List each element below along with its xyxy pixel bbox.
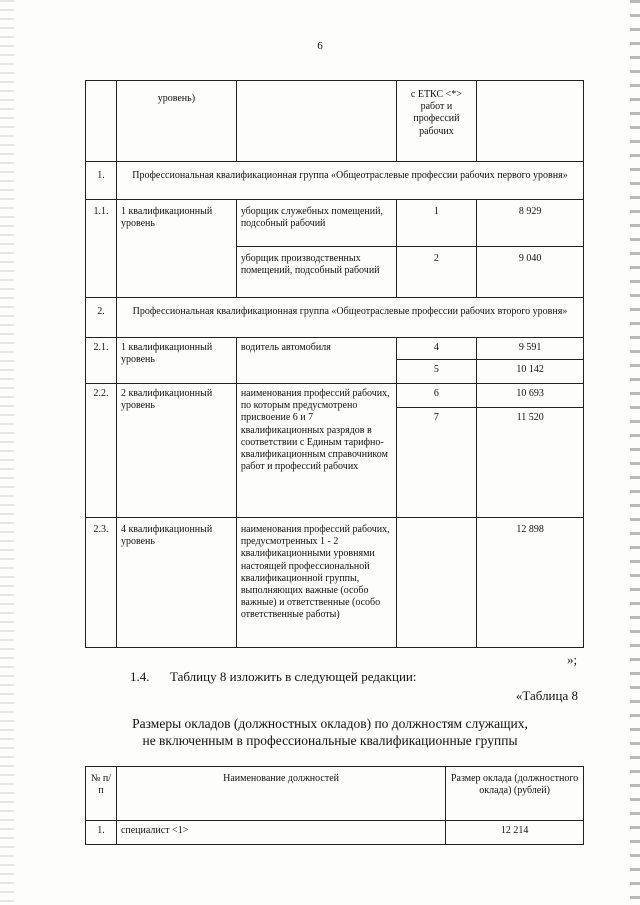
level-name: 2 квалификационный уровень <box>116 384 236 518</box>
grade-value: 5 <box>396 360 477 384</box>
level-row <box>86 200 584 247</box>
level-row <box>86 518 584 648</box>
level-name: 4 квалификационный уровень <box>116 518 236 648</box>
salary-value: 8 929 <box>477 200 584 247</box>
grade-value: 4 <box>396 338 477 360</box>
scan-edge-right <box>630 0 640 905</box>
grade-value: 1 <box>396 200 477 247</box>
salary-table-8 <box>85 766 584 845</box>
level-number: 2.1. <box>86 338 117 384</box>
grade-value: 6 <box>396 384 477 408</box>
salary-value: 10 693 <box>477 384 584 408</box>
group-row <box>86 298 584 338</box>
salary-value: 9 040 <box>477 247 584 298</box>
row-number: 1. <box>86 821 117 845</box>
position-name: наименования профессий рабочих, по которым предусмотрено присвоение 6 и 7 квалификационных разрядов в соответствии с Единым тарифно-квалификационным справочником работ и профессий рабочих <box>236 384 396 518</box>
level-name: 1 квалификационный уровень <box>116 338 236 384</box>
table-8-title-line: Размеры окладов (должностных окладов) по должностям служащих, <box>132 716 528 731</box>
salary-value: 10 142 <box>477 360 584 384</box>
position-name: водитель автомобиля <box>236 338 396 384</box>
paragraph-number: 1.4. <box>130 669 150 684</box>
level-row <box>86 384 584 408</box>
position-name: уборщик производственных помещений, подсобный рабочий <box>236 247 396 298</box>
header-col-etks: с ЕТКС <*> работ и профессий рабочих <box>396 81 477 162</box>
table-header-continuation <box>86 81 584 162</box>
grade-value: 2 <box>396 247 477 298</box>
group-number: 2. <box>86 298 117 338</box>
page-number: 6 <box>317 40 323 52</box>
scan-edge-left <box>0 0 14 905</box>
level-row <box>86 338 584 360</box>
group-title: Профессиональная квалификационная группа «Общеотраслевые профессии рабочих второго уровня» <box>116 298 583 338</box>
salary-value: 9 591 <box>477 338 584 360</box>
group-row <box>86 162 584 200</box>
table-label: «Таблица 8 <box>515 688 578 703</box>
level-number: 2.3. <box>86 518 117 648</box>
level-number: 2.2. <box>86 384 117 518</box>
salary-value: 12 214 <box>446 821 584 845</box>
header-num: № п/п <box>86 767 117 821</box>
table-8-title <box>70 716 590 750</box>
salary-table-7 <box>85 80 584 648</box>
header-col-level: уровень) <box>116 81 236 162</box>
level-name: 1 квалификационный уровень <box>116 200 236 298</box>
grade-value <box>396 518 477 648</box>
group-number: 1. <box>86 162 117 200</box>
level-number: 1.1. <box>86 200 117 298</box>
header-position-name: Наименование должностей <box>116 767 445 821</box>
group-title: Профессиональная квалификационная группа «Общеотраслевые профессии рабочих первого уровня» <box>116 162 583 200</box>
position-name: наименования профессий рабочих, предусмотренных 1 - 2 квалификационными уровнями настоящей профессиональной квалификационной группы, выполняющих важные (особо важные) и ответственные (особо ответственные работы) <box>236 518 396 648</box>
table-closing-quote: »; <box>567 652 578 667</box>
table-8-title-line: не включенным в профессиональные квалификационные группы <box>142 732 518 748</box>
position-name: уборщик служебных помещений, подсобный рабочий <box>236 200 396 247</box>
position-name: специалист <1> <box>116 821 445 845</box>
table-header-row <box>86 767 584 821</box>
header-salary: Размер оклада (должностного оклада) (рублей) <box>446 767 584 821</box>
salary-value: 12 898 <box>477 518 584 648</box>
salary-value: 11 520 <box>477 408 584 518</box>
paragraph-text: Таблицу 8 изложить в следующей редакции: <box>170 669 417 684</box>
grade-value: 7 <box>396 408 477 518</box>
table-row <box>86 821 584 845</box>
